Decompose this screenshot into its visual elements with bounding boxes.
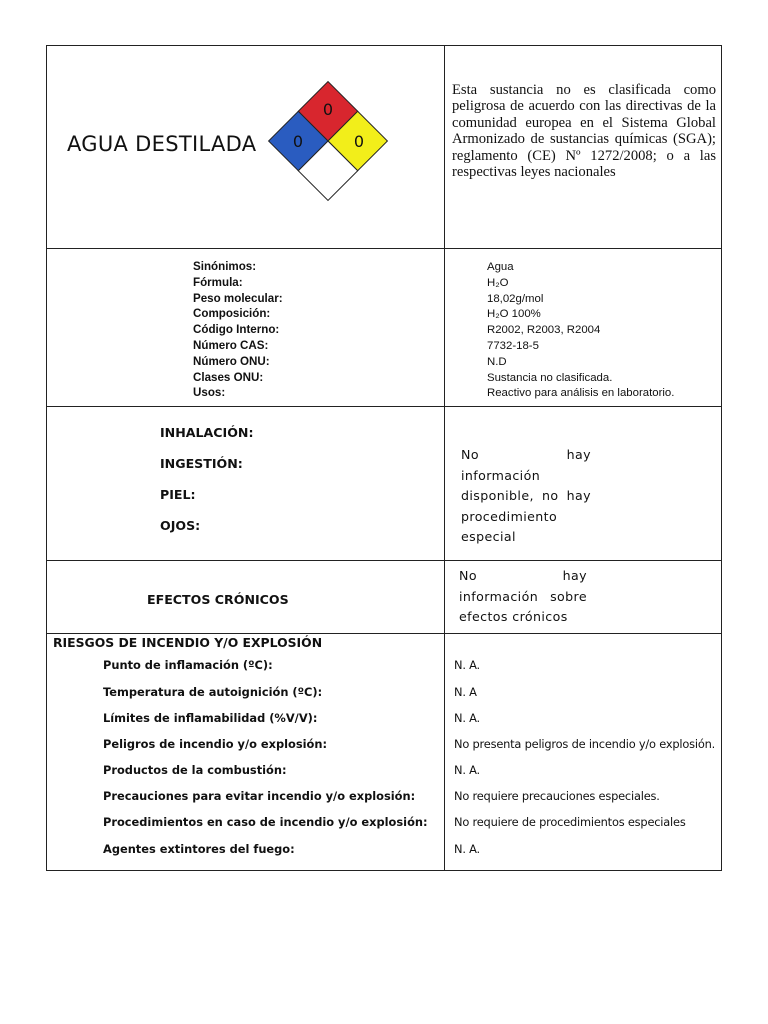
safety-data-sheet — [46, 45, 722, 871]
label-ingestion: INGESTIÓN: — [160, 456, 243, 471]
label-internal-code: Código Interno: — [193, 323, 280, 337]
label-chronic-effects: EFECTOS CRÓNICOS — [147, 592, 289, 607]
value-formula: H₂O — [487, 276, 509, 289]
property-values — [487, 260, 674, 402]
fire-hazards-section — [47, 634, 721, 871]
product-title: AGUA DESTILADA — [67, 132, 257, 156]
nfpa-flammability-value: 0 — [322, 100, 334, 119]
fire-value: N. A. — [454, 842, 480, 856]
value-un-classes: Sustancia no clasificada. — [487, 371, 613, 384]
label-synonyms: Sinónimos: — [193, 260, 257, 273]
fire-hazards-heading: RIESGOS DE INCENDIO Y/O EXPLOSIÓN — [53, 635, 323, 650]
label-molecular-weight: Peso molecular: — [193, 291, 283, 305]
fire-value: No requiere de procedimientos especiales — [454, 815, 686, 829]
value-internal-code: R2002, R2003, R2004 — [487, 324, 601, 337]
label-skin: PIEL: — [160, 487, 196, 502]
value-uses: Reactivo para análisis en laboratorio. — [487, 387, 675, 400]
label-cas-number: Número CAS: — [193, 338, 269, 352]
fire-value: N. A — [454, 685, 477, 699]
nfpa-diamond — [266, 79, 390, 203]
fire-row — [47, 737, 721, 763]
label-inhalation: INHALACIÓN: — [160, 425, 254, 440]
label-composition: Composición: — [193, 307, 271, 321]
chronic-row — [47, 561, 721, 634]
label-eyes: OJOS: — [160, 518, 201, 533]
fire-label: Productos de la combustión: — [103, 763, 287, 777]
exposure-row — [47, 407, 721, 561]
fire-label: Procedimientos en caso de incendio y/o explosión: — [103, 815, 428, 829]
value-un-number: N.D — [487, 355, 507, 368]
value-synonyms: Agua — [487, 261, 514, 273]
header-row — [47, 46, 721, 249]
label-un-number: Número ONU: — [193, 354, 270, 368]
fire-label: Límites de inflamabilidad (%V/V): — [103, 711, 318, 725]
fire-value: N. A. — [454, 658, 480, 672]
value-cas-number: 7732-18-5 — [487, 339, 539, 352]
value-composition: H₂O 100% — [487, 308, 541, 321]
fire-value: No presenta peligros de incendio y/o explosión. — [454, 737, 716, 751]
classification-text: Esta sustancia no es clasificada como peligrosa de acuerdo con las directivas de la comunidad europea en el Sistema Global Armonizado de sustancias químicas (SGA); reglamento (CE) Nº 1272/2008; o a las respectivas leyes nacionales — [452, 82, 716, 181]
properties-row — [47, 249, 721, 407]
fire-row — [47, 789, 721, 815]
fire-label: Punto de inflamación (ºC): — [103, 658, 273, 672]
nfpa-health-value: 0 — [292, 132, 304, 151]
fire-row — [47, 763, 721, 789]
chronic-info: No hay información sobre efectos crónicos — [459, 568, 587, 624]
fire-value: N. A. — [454, 763, 480, 777]
fire-row — [47, 711, 721, 737]
label-uses: Usos: — [193, 386, 226, 400]
fire-label: Temperatura de autoignición (ºC): — [103, 685, 323, 699]
nfpa-reactivity-value: 0 — [353, 132, 365, 151]
value-molecular-weight: 18,02g/mol — [487, 292, 544, 305]
exposure-labels — [160, 425, 254, 549]
fire-value: No requiere precauciones especiales. — [454, 789, 660, 803]
fire-row — [47, 815, 721, 841]
exposure-info: No hay información disponible, no hay procedimiento especial — [461, 447, 591, 544]
fire-label: Peligros de incendio y/o explosión: — [103, 737, 328, 751]
fire-label: Precauciones para evitar incendio y/o explosión: — [103, 789, 416, 803]
label-un-classes: Clases ONU: — [193, 370, 264, 384]
fire-row — [47, 842, 721, 868]
fire-row — [47, 685, 721, 711]
label-formula: Fórmula: — [193, 275, 243, 289]
fire-row — [47, 658, 721, 684]
property-labels — [193, 259, 283, 401]
fire-value: N. A. — [454, 711, 480, 725]
fire-label: Agentes extintores del fuego: — [103, 842, 295, 856]
